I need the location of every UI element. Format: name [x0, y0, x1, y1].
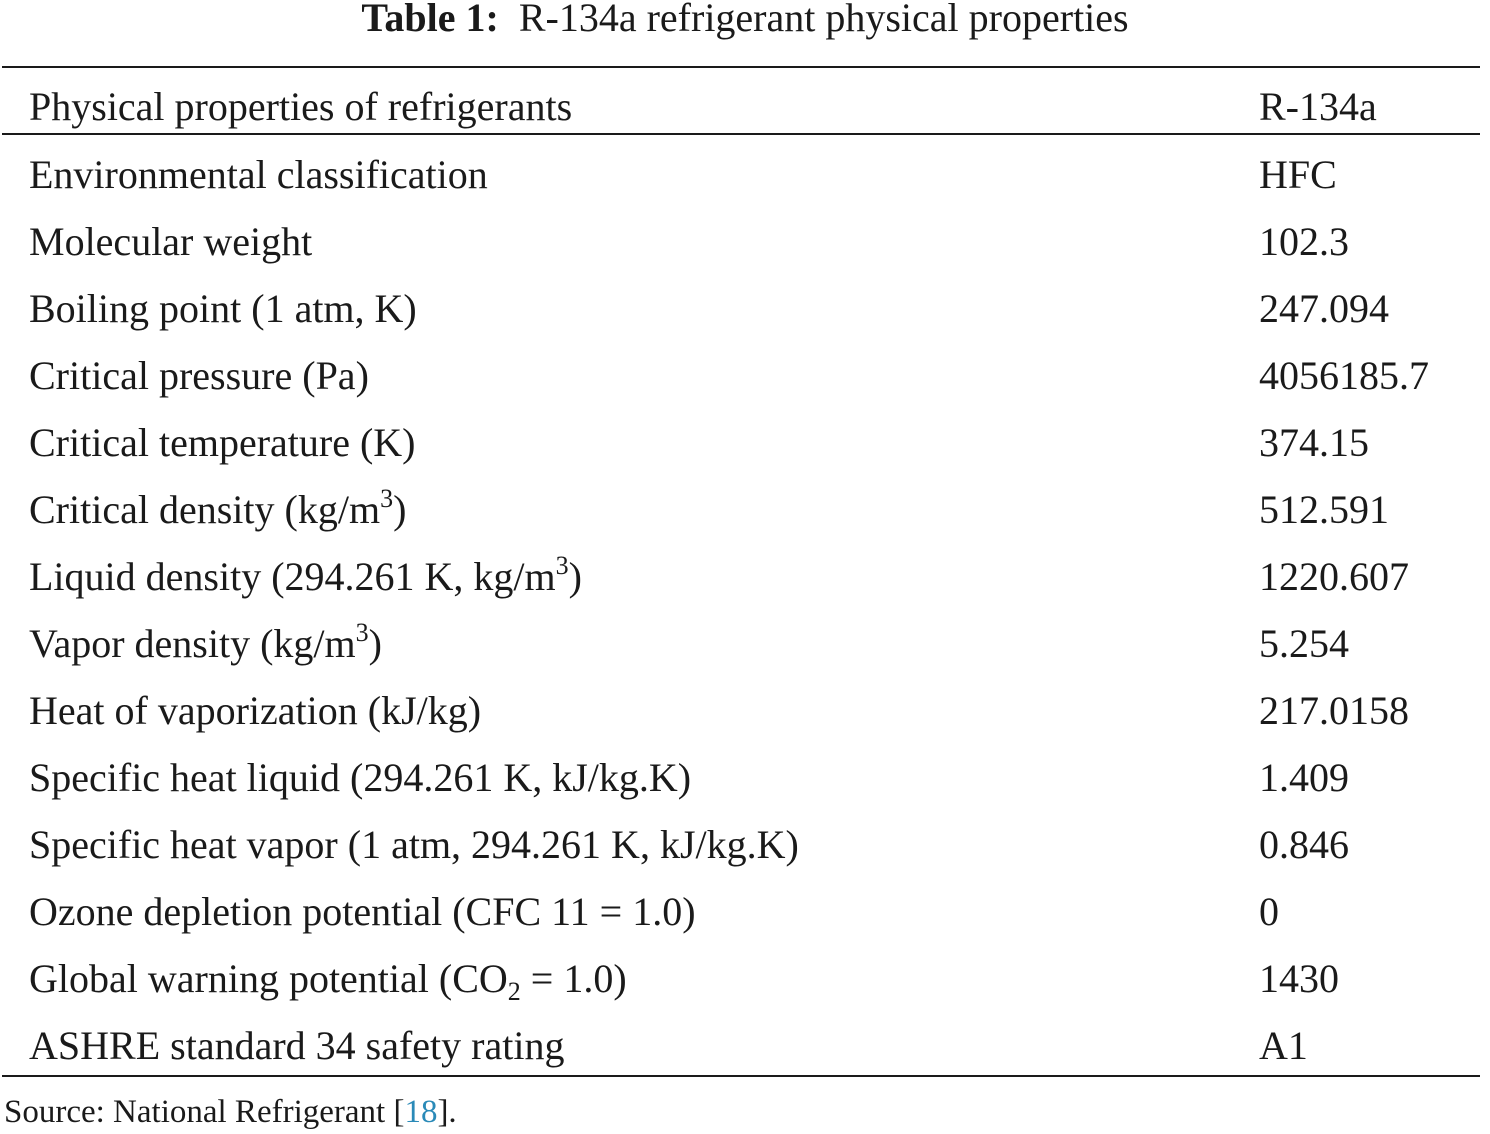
table-row	[0, 543, 1490, 610]
property-value: 374.15	[1259, 420, 1369, 465]
table-row	[0, 342, 1490, 409]
header-value: R-134a	[1259, 84, 1377, 129]
table-row	[0, 811, 1490, 878]
property-value: 102.3	[1259, 219, 1349, 264]
property-name: Environmental classification	[29, 152, 488, 197]
reference-link[interactable]: 18	[404, 1094, 438, 1130]
table-label: Table 1:	[361, 0, 499, 40]
table-row	[0, 878, 1490, 945]
property-name: Vapor density $(kg/m^3)$	[29, 618, 382, 666]
source-suffix: ].	[437, 1094, 457, 1130]
table-bottom-rule	[2, 1075, 1480, 1077]
header-property: Physical properties of refrigerants	[29, 84, 573, 129]
property-value: 1220.607	[1259, 554, 1409, 599]
property-value: A1	[1259, 1023, 1308, 1068]
property-value: HFC	[1259, 152, 1337, 197]
table-row	[0, 208, 1490, 275]
property-name: Liquid density (294.261 K, $kg/m^3$)	[29, 551, 582, 599]
property-name: Boiling point (1 atm, K)	[29, 286, 417, 331]
property-name: Critical temperature (K)	[29, 420, 416, 465]
property-value: 0	[1259, 889, 1279, 934]
table-row	[0, 1012, 1490, 1079]
table-row	[0, 409, 1490, 476]
property-name: Critical density $(kg/m^3)$	[29, 484, 407, 532]
property-name: Global warning potential $(CO_2 = 1.0)$	[29, 956, 627, 1006]
table-row	[0, 275, 1490, 342]
property-value: 0.846	[1259, 822, 1349, 867]
table-row	[0, 610, 1490, 677]
property-value: 1430	[1259, 956, 1339, 1001]
table-row	[0, 677, 1490, 744]
property-value: 512.591	[1259, 487, 1389, 532]
table-row	[0, 945, 1490, 1012]
property-name: Heat of vaporization (kJ/kg)	[29, 688, 482, 733]
table-header-row	[0, 73, 1490, 140]
table-row	[0, 141, 1490, 208]
table-source-note	[4, 1090, 457, 1134]
table-top-rule	[2, 66, 1480, 68]
property-name: Molecular weight	[29, 219, 313, 264]
property-value: 247.094	[1259, 286, 1389, 331]
property-value: 1.409	[1259, 755, 1349, 800]
table-header-rule	[2, 133, 1480, 135]
table-row	[0, 476, 1490, 543]
property-value: 5.254	[1259, 621, 1349, 666]
table-row	[0, 744, 1490, 811]
property-name: ASHRE standard 34 safety rating	[29, 1023, 565, 1068]
source-text: Source: National Refrigerant [	[4, 1094, 405, 1130]
property-name: Ozone depletion potential (CFC 11 = 1.0)	[29, 889, 696, 934]
property-value: 4056185.7	[1259, 353, 1429, 398]
property-value: 217.0158	[1259, 688, 1409, 733]
table-title: R-134a refrigerant physical properties	[518, 0, 1129, 40]
property-name: Specific heat vapor (1 atm, 294.261 K, kJ/kg.K)	[29, 822, 799, 867]
table-caption	[0, 0, 1490, 42]
property-name: Specific heat liquid (294.261 K, kJ/kg.K)	[29, 755, 692, 800]
property-name: Critical pressure (Pa)	[29, 353, 369, 398]
